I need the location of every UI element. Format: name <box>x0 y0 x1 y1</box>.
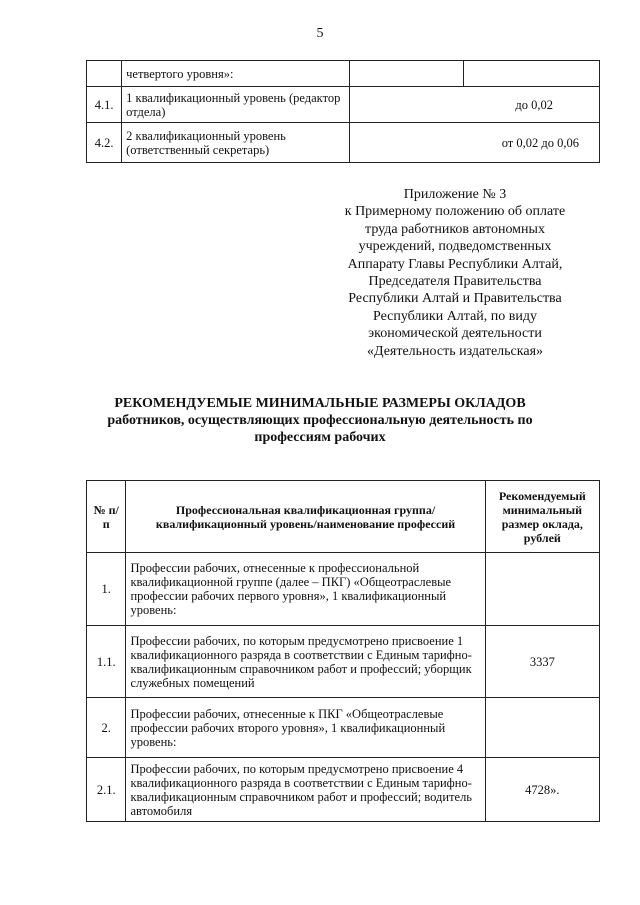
row-number: 1.1. <box>87 626 126 698</box>
row-salary: 4728». <box>485 758 599 822</box>
table-header-row <box>87 481 600 553</box>
salary-table <box>86 480 600 822</box>
document-heading <box>60 395 580 446</box>
table-row <box>87 553 600 626</box>
appendix-block <box>330 186 580 360</box>
appendix-line: к Примерному положению об оплате <box>344 204 566 220</box>
table-row <box>87 87 600 123</box>
row-value: от 0,02 до 0,06 <box>350 123 600 163</box>
table-row <box>87 758 600 822</box>
row-name: 1 квалификационный уровень (редактор отдела) <box>122 87 350 123</box>
header-name: Профессиональная квалификационная группа/квалификационный уровень/наименование профессий <box>126 481 485 553</box>
header-salary: Рекомендуемый минимальный размер оклада, рублей <box>485 481 599 553</box>
row-name: Профессии рабочих, по которым предусмотрено присвоение 4 квалификационного разряда в соответствии с Единым тарифно-квалификационным справочником работ и профессий; водитель автомобиля <box>126 758 485 822</box>
row-name: Профессии рабочих, отнесенные к ПКГ «Общеотраслевые профессии рабочих второго уровня», 1 квалификационный уровень: <box>126 698 485 758</box>
appendix-line: труда работников автономных <box>365 221 545 237</box>
row-name: четвертого уровня»: <box>122 61 350 87</box>
appendix-line: Аппарату Главы Республики Алтай, <box>347 256 563 272</box>
table-row <box>87 61 600 87</box>
top-table <box>86 60 600 163</box>
row-number: 2.1. <box>87 758 126 822</box>
page-number: 5 <box>316 26 324 41</box>
row-value <box>464 61 600 87</box>
heading-line-3: профессиям рабочих <box>254 430 386 445</box>
appendix-line: Республики Алтай и Правительства <box>348 291 562 307</box>
heading-line-2: работников, осуществляющих профессиональную деятельность по <box>107 413 533 428</box>
row-name: 2 квалификационный уровень (ответственный секретарь) <box>122 123 350 163</box>
header-number: № п/п <box>87 481 126 553</box>
row-number: 1. <box>87 553 126 626</box>
appendix-line: экономической деятельности <box>368 326 542 342</box>
row-name: Профессии рабочих, отнесенные к профессиональной квалификационной группе (далее – ПКГ) «Общеотраслевые профессии рабочих первого уровня», 1 квалификационный уровень: <box>126 553 485 626</box>
heading-line-1: РЕКОМЕНДУЕМЫЕ МИНИМАЛЬНЫЕ РАЗМЕРЫ ОКЛАДОВ <box>114 396 526 411</box>
table-row <box>87 698 600 758</box>
row-salary <box>485 698 599 758</box>
row-name: Профессии рабочих, по которым предусмотрено присвоение 1 квалификационного разряда в соответствии с Единым тарифно-квалификационным справочником работ и профессий; уборщик служебных помещений <box>126 626 485 698</box>
table-row <box>87 123 600 163</box>
row-empty-cell <box>350 61 464 87</box>
appendix-line: Председателя Правительства <box>368 274 542 290</box>
appendix-line: учреждений, подведомственных <box>358 239 552 255</box>
row-number: 4.1. <box>87 87 122 123</box>
row-salary <box>485 553 599 626</box>
row-number: 4.2. <box>87 123 122 163</box>
table-row <box>87 626 600 698</box>
row-value: до 0,02 <box>350 87 600 123</box>
row-salary: 3337 <box>485 626 599 698</box>
appendix-line: Приложение № 3 <box>403 187 507 202</box>
appendix-line: Республики Алтай, по виду <box>372 308 538 324</box>
row-number <box>87 61 122 87</box>
row-number: 2. <box>87 698 126 758</box>
appendix-line: «Деятельность издательская» <box>366 343 544 359</box>
